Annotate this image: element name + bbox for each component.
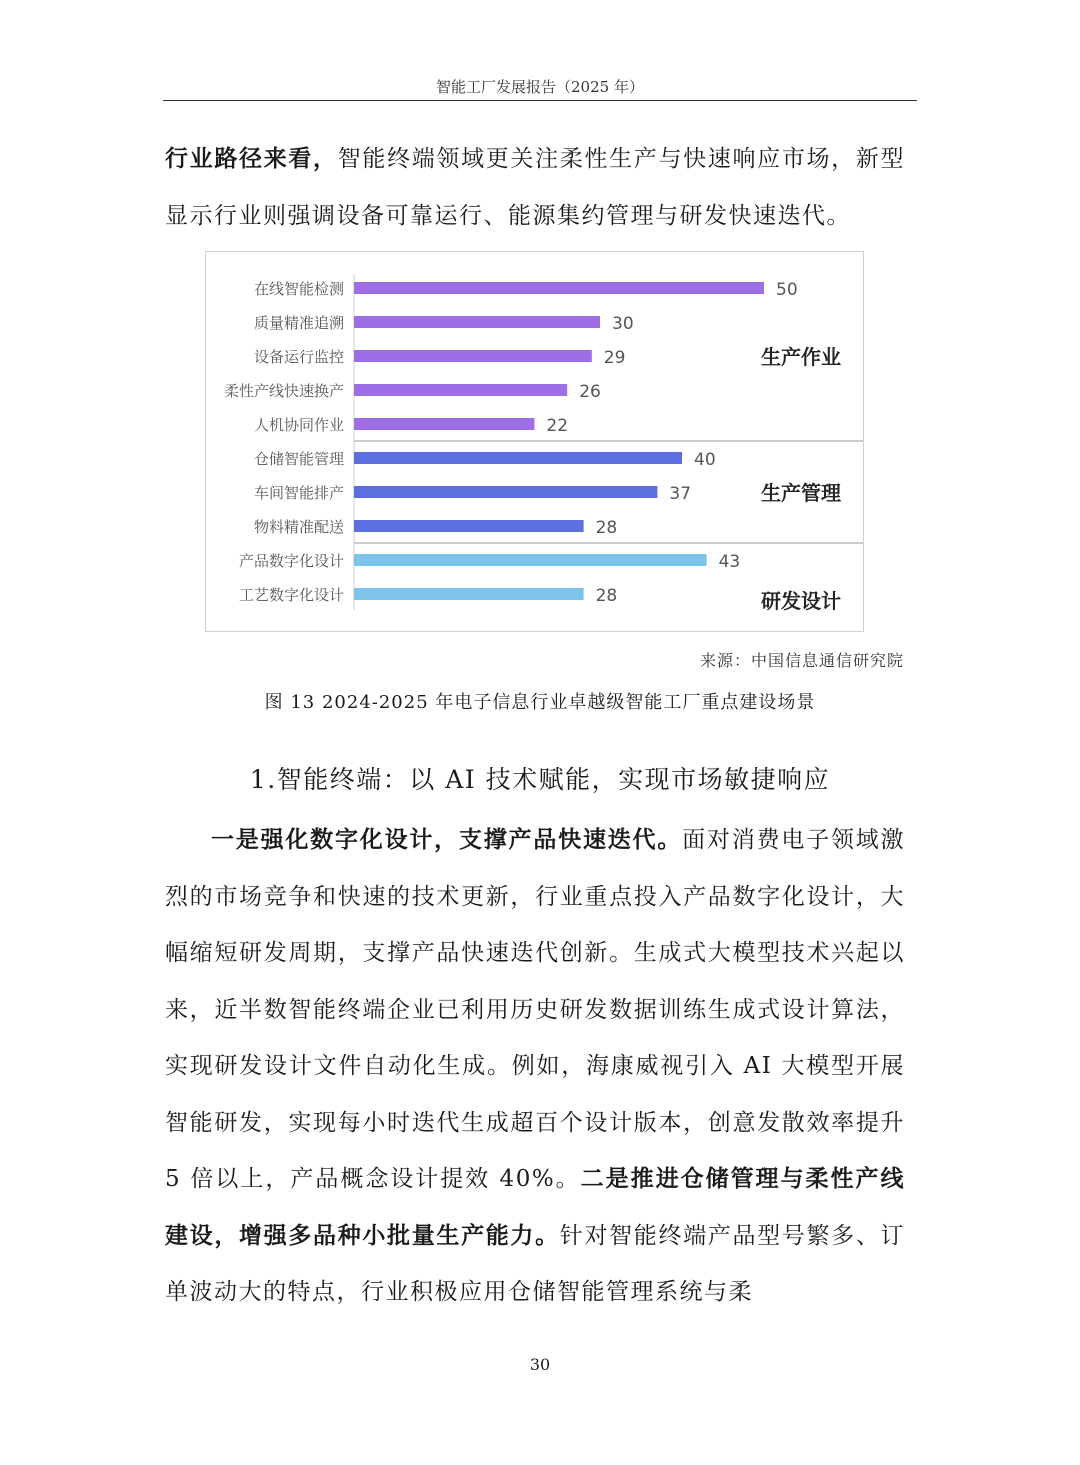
bar [354,588,584,600]
intro-paragraph [165,131,905,244]
category-label: 仓储智能管理 [253,450,344,468]
group-label: 生产作业 [761,345,841,369]
body-text-1: 面对消费电子领域激烈的市场竞争和快速的技术更新，行业重点投入产品数字化设计，大幅缩短研发周期，支撑产品快速迭代创新。生成式大模型技术兴起以来，近半数智能终端企业已利用历史研发数据训练生成式设计算法，实现研发设计文件自动化生成。例如，海康威视引入 AI 大模型开展智能研发，实现每小时迭代生成超百个设计版本，创意发散效率提升 5 倍以上，产品概念设计提效 40%。 [165,827,906,1192]
data-label: 28 [595,586,618,606]
data-label: 26 [579,382,601,402]
bar [354,554,707,566]
bar [354,316,600,328]
category-label: 在线智能检测 [253,280,344,298]
category-label: 设备运行监控 [253,348,344,366]
group-label: 研发设计 [761,589,841,613]
bar [354,520,584,532]
body-text-2: 针对智能终端产品型号繁多、订单波动大的特点，行业积极应用仓储智能管理系统与柔 [165,1222,906,1305]
group-label: 生产管理 [761,481,841,505]
bar [354,486,657,498]
data-label: 50 [776,280,798,300]
category-label: 柔性产线快速换产 [223,382,344,400]
data-label: 40 [694,450,716,470]
chart-source: 来源：中国信息通信研究院 [699,651,904,670]
data-label: 43 [718,552,741,572]
running-header: 智能工厂发展报告（2025 年） [436,78,644,96]
bar-chart [205,251,864,632]
figure-caption: 图 13 2024-2025 年电子信息行业卓越级智能工厂重点建设场景 [264,692,816,713]
body-bold-lead-1: 一是强化数字化设计，支撑产品快速迭代。 [211,827,683,853]
header-divider [163,100,917,101]
body-bold-lead-2: 二是推进仓储管理与柔性产线建设，增强多品种小批量生产能力。 [165,1166,905,1249]
category-label: 产品数字化设计 [238,552,344,570]
data-label: 29 [603,348,626,368]
category-label: 人机协同作业 [253,416,344,434]
bar [354,282,764,294]
category-label: 物料精准配送 [253,518,344,536]
data-label: 22 [546,416,569,436]
bar [354,384,567,396]
intro-bold-lead: 行业路径来看， [165,146,338,172]
data-label: 28 [595,518,618,538]
page-number: 30 [529,1355,551,1374]
body-paragraph [165,812,905,1321]
section-heading: 1.智能终端：以 AI 技术赋能，实现市场敏捷响应 [249,765,831,794]
category-label: 质量精准追溯 [253,314,344,332]
intro-text: 智能终端领域更关注柔性生产与快速响应市场，新型显示行业则强调设备可靠运行、能源集约管理与研发快速迭代。 [165,146,906,229]
bar [354,418,534,430]
data-label: 30 [612,314,634,334]
data-label: 37 [669,484,692,504]
bar [354,452,682,464]
category-label: 工艺数字化设计 [238,586,344,604]
category-label: 车间智能排产 [253,484,344,502]
bar-chart-svg [206,252,863,631]
bar [354,350,592,362]
